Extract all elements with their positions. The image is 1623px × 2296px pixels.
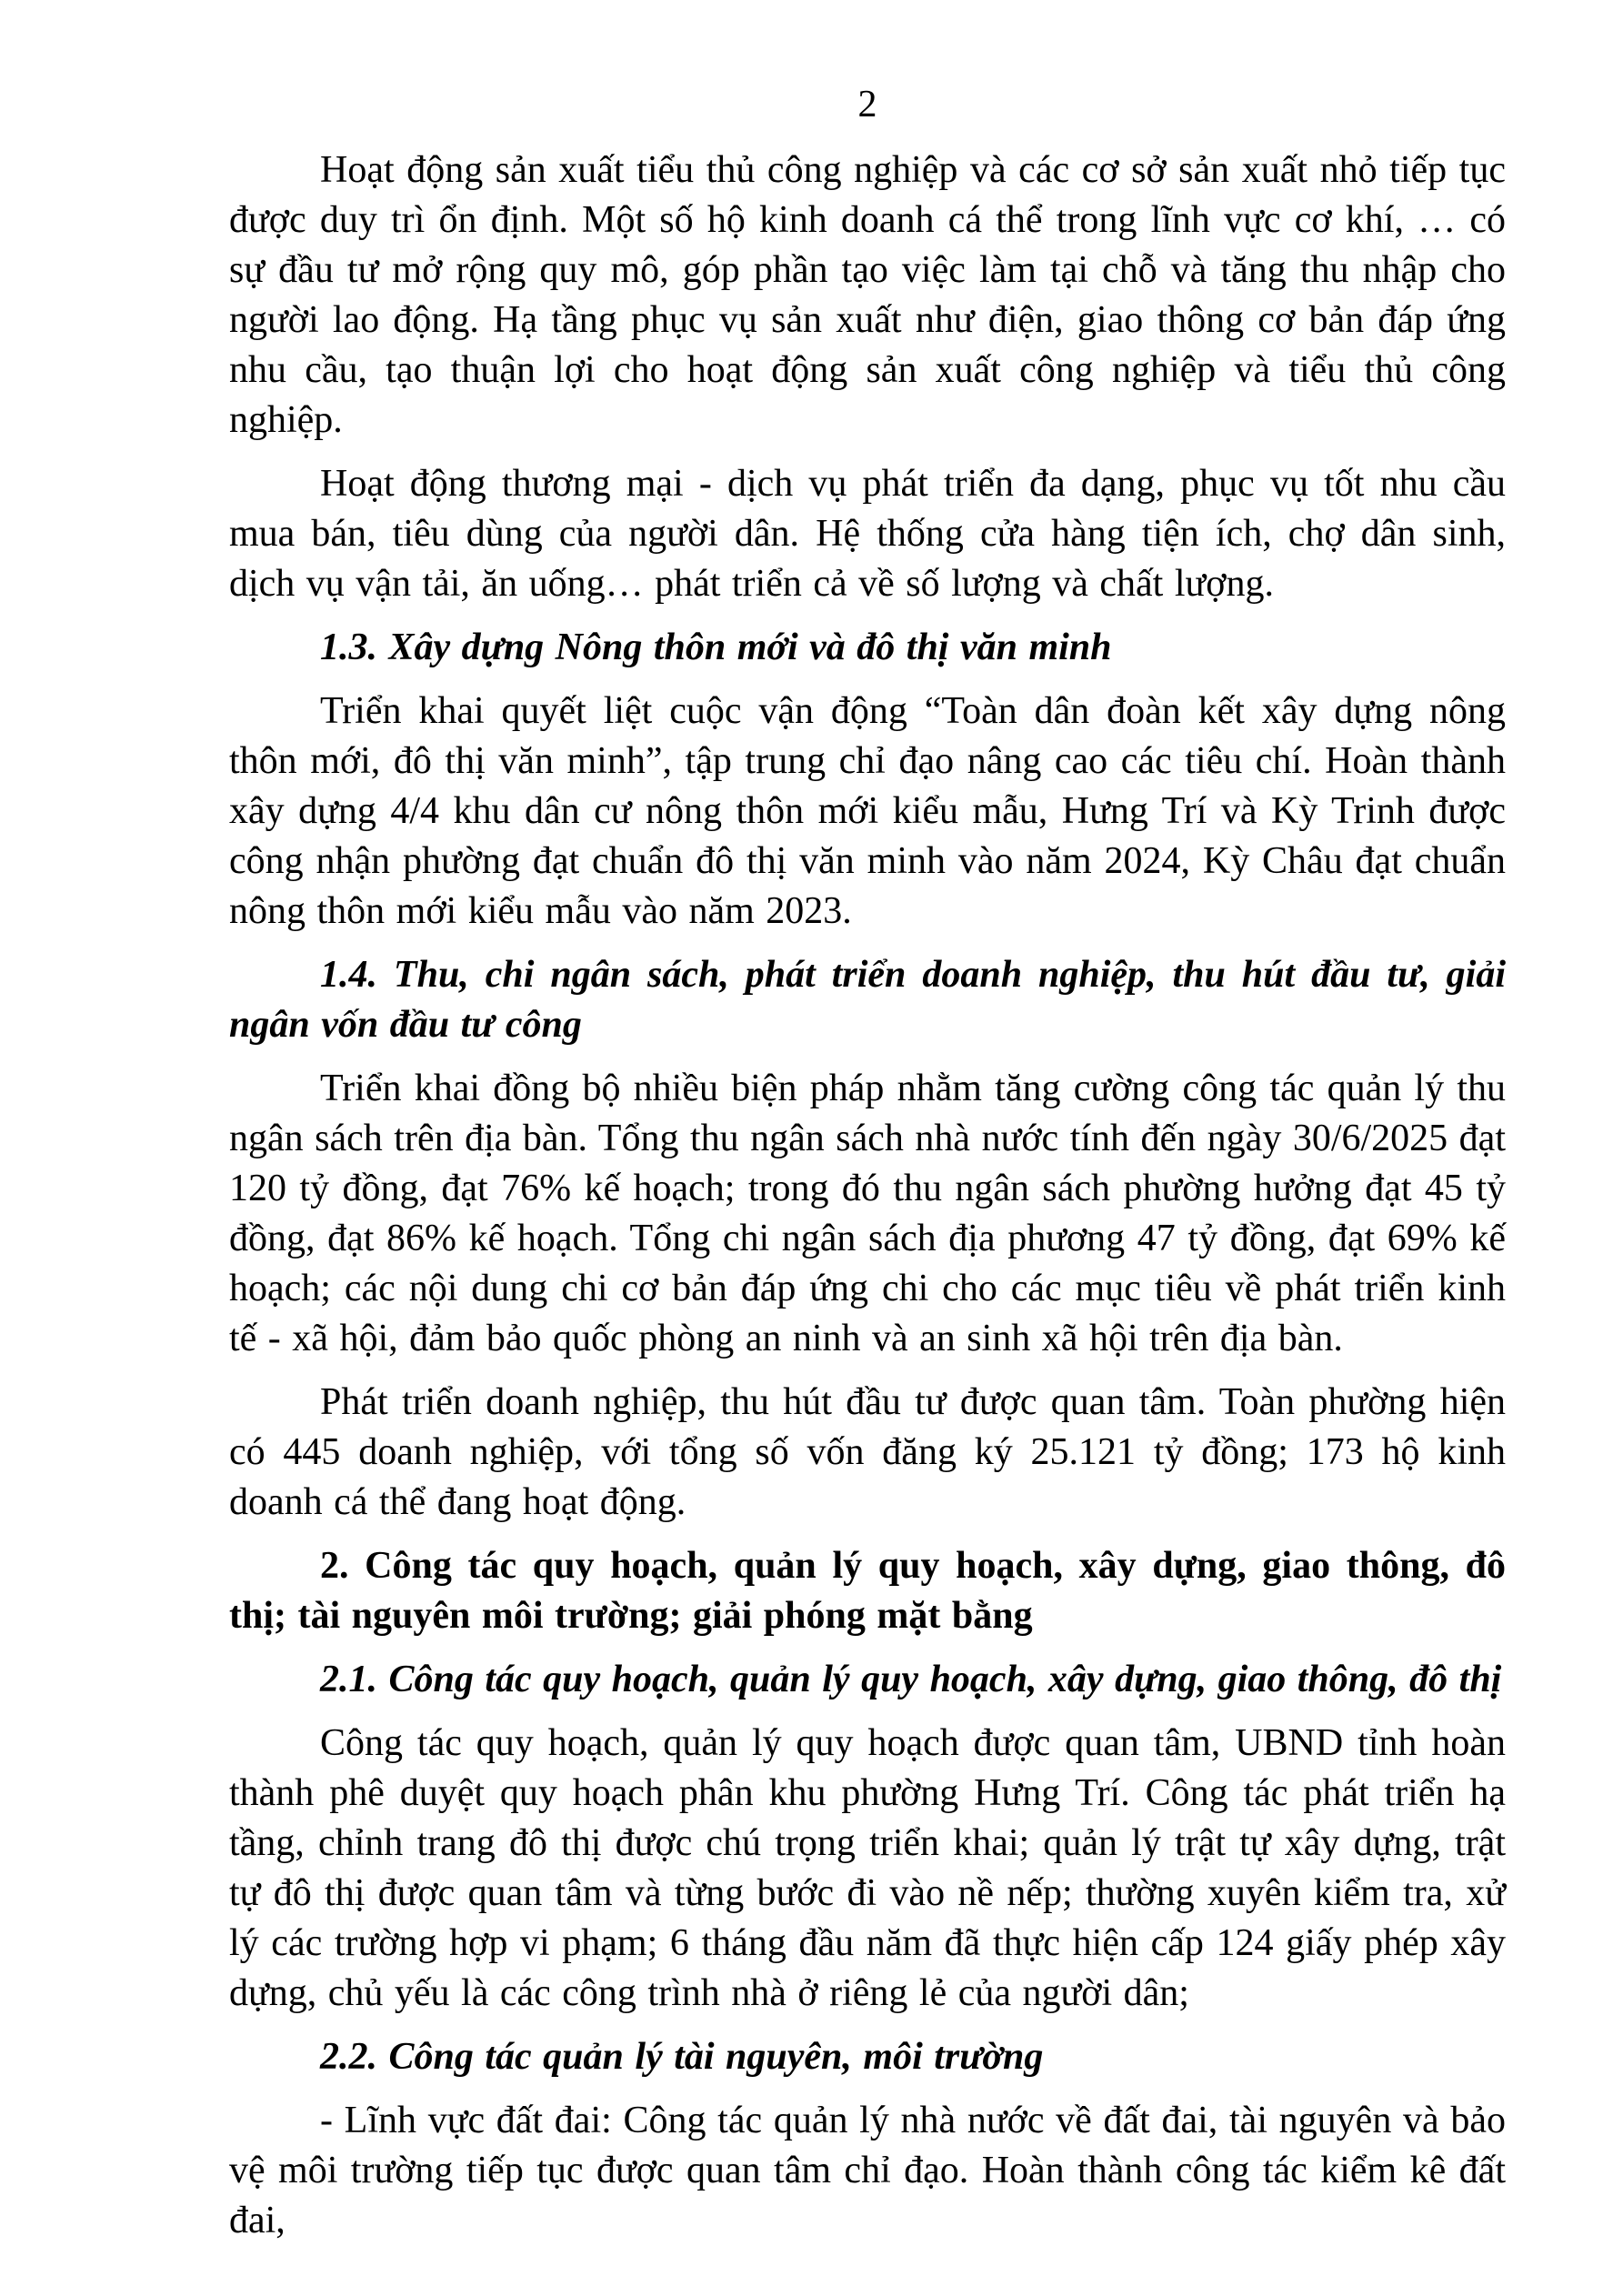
paragraph-rural-campaign: Triển khai quyết liệt cuộc vận động “Toàn dân đoàn kết xây dựng nông thôn mới, đô thị văn minh”, tập trung chỉ đạo nâng cao các tiêu chí. Hoàn thành xây dựng 4/4 khu dân cư nông thôn mới kiểu mẫu, Hưng Trí và Kỳ Trinh được công nhận phường đạt chuẩn đô thị văn minh vào năm 2024, Kỳ Châu đạt chuẩn nông thôn mới kiểu mẫu vào năm 2023. <box>229 690 1506 932</box>
heading-2-2-natural-resources-environment: 2.2. Công tác quản lý tài nguyên, môi trường <box>320 2036 1044 2078</box>
heading-1-3-rural-urban-development: 1.3. Xây dựng Nông thôn mới và đô thị văn minh <box>320 627 1112 668</box>
heading-2-1-planning-management: 2.1. Công tác quy hoạch, quản lý quy hoạch, xây dựng, giao thông, đô thị <box>320 1659 1502 1700</box>
paragraph-planning-management-details: Công tác quy hoạch, quản lý quy hoạch được quan tâm, UBND tỉnh hoàn thành phê duyệt quy hoạch phân khu phường Hưng Trí. Công tác phát triển hạ tầng, chỉnh trang đô thị được chú trọng triển khai; quản lý trật tự xây dựng, trật tự đô thị được quan tâm và từng bước đi vào nề nếp; thường xuyên kiểm tra, xử lý các trường hợp vi phạm; 6 tháng đầu năm đã thực hiện cấp 124 giấy phép xây dựng, chủ yếu là các công trình nhà ở riêng lẻ của người dân; <box>229 1722 1506 2014</box>
paragraph-enterprise-development: Phát triển doanh nghiệp, thu hút đầu tư được quan tâm. Toàn phường hiện có 445 doanh nghiệp, với tổng số vốn đăng ký 25.121 tỷ đồng; 173 hộ kinh doanh cá thể đang hoạt động. <box>229 1381 1506 1523</box>
heading-1-4-budget-enterprise-investment: 1.4. Thu, chi ngân sách, phát triển doanh nghiệp, thu hút đầu tư, giải ngân vốn đầu tư công <box>229 954 1506 1046</box>
page-number: 2 <box>857 84 877 125</box>
paragraph-land-management: - Lĩnh vực đất đai: Công tác quản lý nhà nước về đất đai, tài nguyên và bảo vệ môi trường tiếp tục được quan tâm chỉ đạo. Hoàn thành công tác kiểm kê đất đai, <box>229 2100 1506 2241</box>
heading-2-planning-construction-environment: 2. Công tác quy hoạch, quản lý quy hoạch, xây dựng, giao thông, đô thị; tài nguyên môi trường; giải phóng mặt bằng <box>229 1545 1506 1637</box>
paragraph-trade-services: Hoạt động thương mại - dịch vụ phát triển đa dạng, phục vụ tốt nhu cầu mua bán, tiêu dùng của người dân. Hệ thống cửa hàng tiện ích, chợ dân sinh, dịch vụ vận tải, ăn uống… phát triển cả về số lượng và chất lượng. <box>229 463 1506 605</box>
paragraph-small-industry-production: Hoạt động sản xuất tiểu thủ công nghiệp và các cơ sở sản xuất nhỏ tiếp tục được duy trì ổn định. Một số hộ kinh doanh cá thể trong lĩnh vực cơ khí, … có sự đầu tư mở rộng quy mô, góp phần tạo việc làm tại chỗ và tăng thu nhập cho người lao động. Hạ tầng phục vụ sản xuất như điện, giao thông cơ bản đáp ứng nhu cầu, tạo thuận lợi cho hoạt động sản xuất công nghiệp và tiểu thủ công nghiệp. <box>229 149 1506 441</box>
paragraph-budget-revenue-expenditure: Triển khai đồng bộ nhiều biện pháp nhằm tăng cường công tác quản lý thu ngân sách trên địa bàn. Tổng thu ngân sách nhà nước tính đến ngày 30/6/2025 đạt 120 tỷ đồng, đạt 76% kế hoạch; trong đó thu ngân sách phường hưởng đạt 45 tỷ đồng, đạt 86% kế hoạch. Tổng chi ngân sách địa phương 47 tỷ đồng, đạt 69% kế hoạch; các nội dung chi cơ bản đáp ứng chi cho các mục tiêu về phát triển kinh tế - xã hội, đảm bảo quốc phòng an ninh và an sinh xã hội trên địa bàn. <box>229 1068 1506 1359</box>
